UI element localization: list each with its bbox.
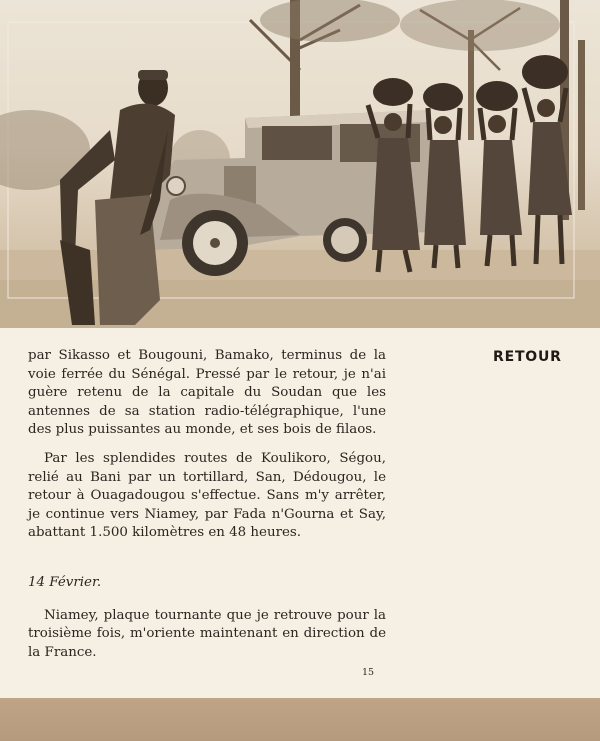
section-heading-retour: RETOUR bbox=[493, 349, 562, 365]
paragraph-2: Par les splendides routes de Koulikoro, Ségou, relié au Bani par un tortillard, San, Dédougou, le retour à Ouagadougou s'effectue. Sans m'y arrêter, je continue vers Niamey, par Fada n'Gourna et Say, abattant 1.500 kilomètres en 48 heures. bbox=[28, 450, 386, 541]
bottom-band bbox=[0, 698, 600, 741]
photograph bbox=[0, 0, 600, 328]
photograph-icon bbox=[0, 0, 600, 328]
page-number: 15 bbox=[362, 667, 375, 678]
date-heading: 14 Février. bbox=[28, 574, 102, 590]
paragraph-3: Niamey, plaque tournante que je retrouve pour la troisième fois, m'oriente maintenant en direction de la France. bbox=[28, 607, 386, 660]
paragraph-1: par Sikasso et Bougouni, Bamako, terminus de la voie ferrée du Sénégal. Pressé par le retour, je n'ai guère retenu de la capitale du Soudan que les antennes de sa station radio-télégraphique, l'une des plus puissantes au monde, et ses bois de filaos. bbox=[28, 348, 386, 438]
body-text bbox=[28, 347, 386, 662]
